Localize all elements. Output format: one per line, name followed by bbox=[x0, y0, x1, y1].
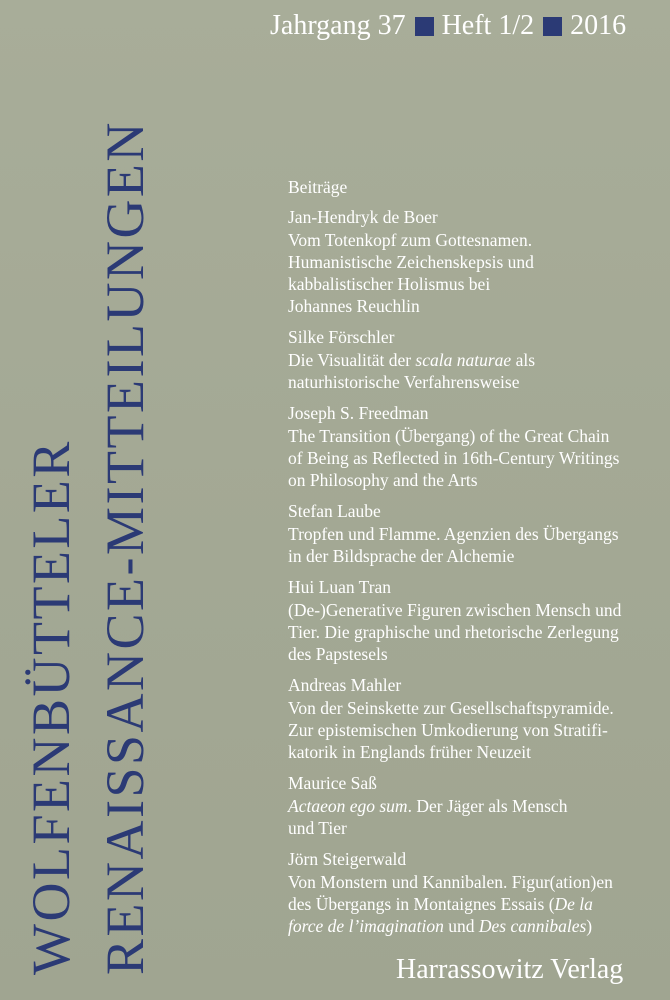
entry-title-line bbox=[288, 871, 668, 893]
entry-title-line bbox=[288, 741, 668, 763]
entry-title-line bbox=[288, 643, 668, 665]
entry-title-line bbox=[288, 893, 668, 915]
contents-entry bbox=[288, 206, 668, 317]
table-of-contents bbox=[288, 176, 668, 946]
entry-author: Jörn Steigerwald bbox=[288, 849, 407, 869]
square-separator-icon bbox=[415, 17, 434, 36]
entry-title-text: naturhistorische Verfahrensweise bbox=[288, 372, 520, 392]
entry-title-text: Die Visualität der bbox=[288, 350, 416, 370]
entry-title-line bbox=[288, 817, 668, 839]
entry-title-line bbox=[288, 251, 668, 273]
contents-entry bbox=[288, 576, 668, 665]
contents-entry bbox=[288, 674, 668, 763]
entry-author: Joseph S. Freedman bbox=[288, 403, 429, 423]
entry-title-line bbox=[288, 795, 668, 817]
entry-title-text: Tier. Die graphische und rhetorische Zerlegung bbox=[288, 622, 619, 642]
contents-entry bbox=[288, 402, 668, 491]
entry-title-line bbox=[288, 349, 668, 371]
entry-title-line bbox=[288, 229, 668, 251]
entry-title-line bbox=[288, 719, 668, 741]
entry-author: Hui Luan Tran bbox=[288, 577, 392, 597]
section-label: Beiträge bbox=[288, 177, 348, 197]
entry-title-text: katorik in Englands früher Neuzeit bbox=[288, 742, 531, 762]
entry-title-text: on Philosophy and the Arts bbox=[288, 470, 478, 490]
entry-author: Maurice Saß bbox=[288, 773, 377, 793]
entry-title-italic-text: scala naturae bbox=[415, 350, 512, 370]
entry-title-line bbox=[288, 469, 668, 491]
entry-title-text: als bbox=[511, 350, 536, 370]
contents-entry-list bbox=[288, 206, 668, 937]
entry-title-text: . Der Jäger als Mensch bbox=[407, 796, 568, 816]
entry-title-text: und Tier bbox=[288, 818, 347, 838]
entry-title-text: The Transition (Übergang) of the Great Chain bbox=[288, 426, 610, 446]
entry-title-text: Vom Totenkopf zum Gottesnamen. bbox=[288, 230, 533, 250]
square-separator-icon bbox=[543, 17, 562, 36]
entry-title-italic-text: force de l’imagination bbox=[288, 916, 444, 936]
contents-entry bbox=[288, 326, 668, 393]
volume-label: Jahrgang 37 bbox=[270, 10, 406, 41]
series-title-line-1: WOLFENBÜTTELER bbox=[21, 439, 81, 975]
publisher-name: Harrassowitz Verlag bbox=[396, 954, 624, 985]
contents-entry bbox=[288, 848, 668, 937]
issue-year: 2016 bbox=[570, 10, 627, 41]
entry-title-line bbox=[288, 425, 668, 447]
entry-title-line bbox=[288, 621, 668, 643]
entry-title-italic-text: De la bbox=[554, 894, 593, 914]
entry-title-italic-text: Actaeon ego sum bbox=[288, 796, 408, 816]
entry-title-line bbox=[288, 371, 668, 393]
entry-author: Stefan Laube bbox=[288, 501, 381, 521]
entry-title-line bbox=[288, 599, 668, 621]
entry-author: Andreas Mahler bbox=[288, 675, 402, 695]
contents-entry bbox=[288, 500, 668, 567]
entry-title-text: of Being as Reflected in 16th-Century Writings bbox=[288, 448, 620, 468]
entry-title-text: Tropfen und Flamme. Agenzien des Übergangs bbox=[288, 524, 619, 544]
issue-line bbox=[270, 10, 626, 42]
contents-entry bbox=[288, 772, 668, 839]
entry-title-text: und bbox=[443, 916, 479, 936]
entry-title-text: Humanistische Zeichenskepsis und bbox=[288, 252, 534, 272]
entry-title-text: Johannes Reuchlin bbox=[288, 296, 420, 316]
entry-title-text: Zur epistemischen Umkodierung von Stratifi- bbox=[288, 720, 608, 740]
entry-title-line bbox=[288, 447, 668, 469]
issue-number: Heft 1/2 bbox=[441, 10, 535, 41]
entry-author: Silke Förschler bbox=[288, 327, 395, 347]
entry-title-text: (De-)Generative Figuren zwischen Mensch und bbox=[288, 600, 622, 620]
entry-title-text: des Papstesels bbox=[288, 644, 388, 664]
entry-title-line bbox=[288, 523, 668, 545]
entry-title-text: kabbalistischer Holismus bei bbox=[288, 274, 491, 294]
series-title-line-2: RENAISSANCE-MITTEILUNGEN bbox=[95, 120, 155, 975]
entry-title-line bbox=[288, 273, 668, 295]
entry-title-line bbox=[288, 295, 668, 317]
entry-author: Jan-Hendryk de Boer bbox=[288, 207, 438, 227]
entry-title-line bbox=[288, 697, 668, 719]
entry-title-line bbox=[288, 915, 668, 937]
entry-title-text: Von der Seinskette zur Gesellschaftspyramide. bbox=[288, 698, 614, 718]
entry-title-text: ) bbox=[586, 916, 593, 936]
entry-title-text: in der Bildsprache der Alchemie bbox=[288, 546, 515, 566]
entry-title-line bbox=[288, 545, 668, 567]
entry-title-text: des Übergangs in Montaignes Essais ( bbox=[288, 894, 555, 914]
entry-title-italic-text: Des cannibales bbox=[478, 916, 587, 936]
entry-title-text: Von Monstern und Kannibalen. Figur(ation)en bbox=[288, 872, 613, 892]
